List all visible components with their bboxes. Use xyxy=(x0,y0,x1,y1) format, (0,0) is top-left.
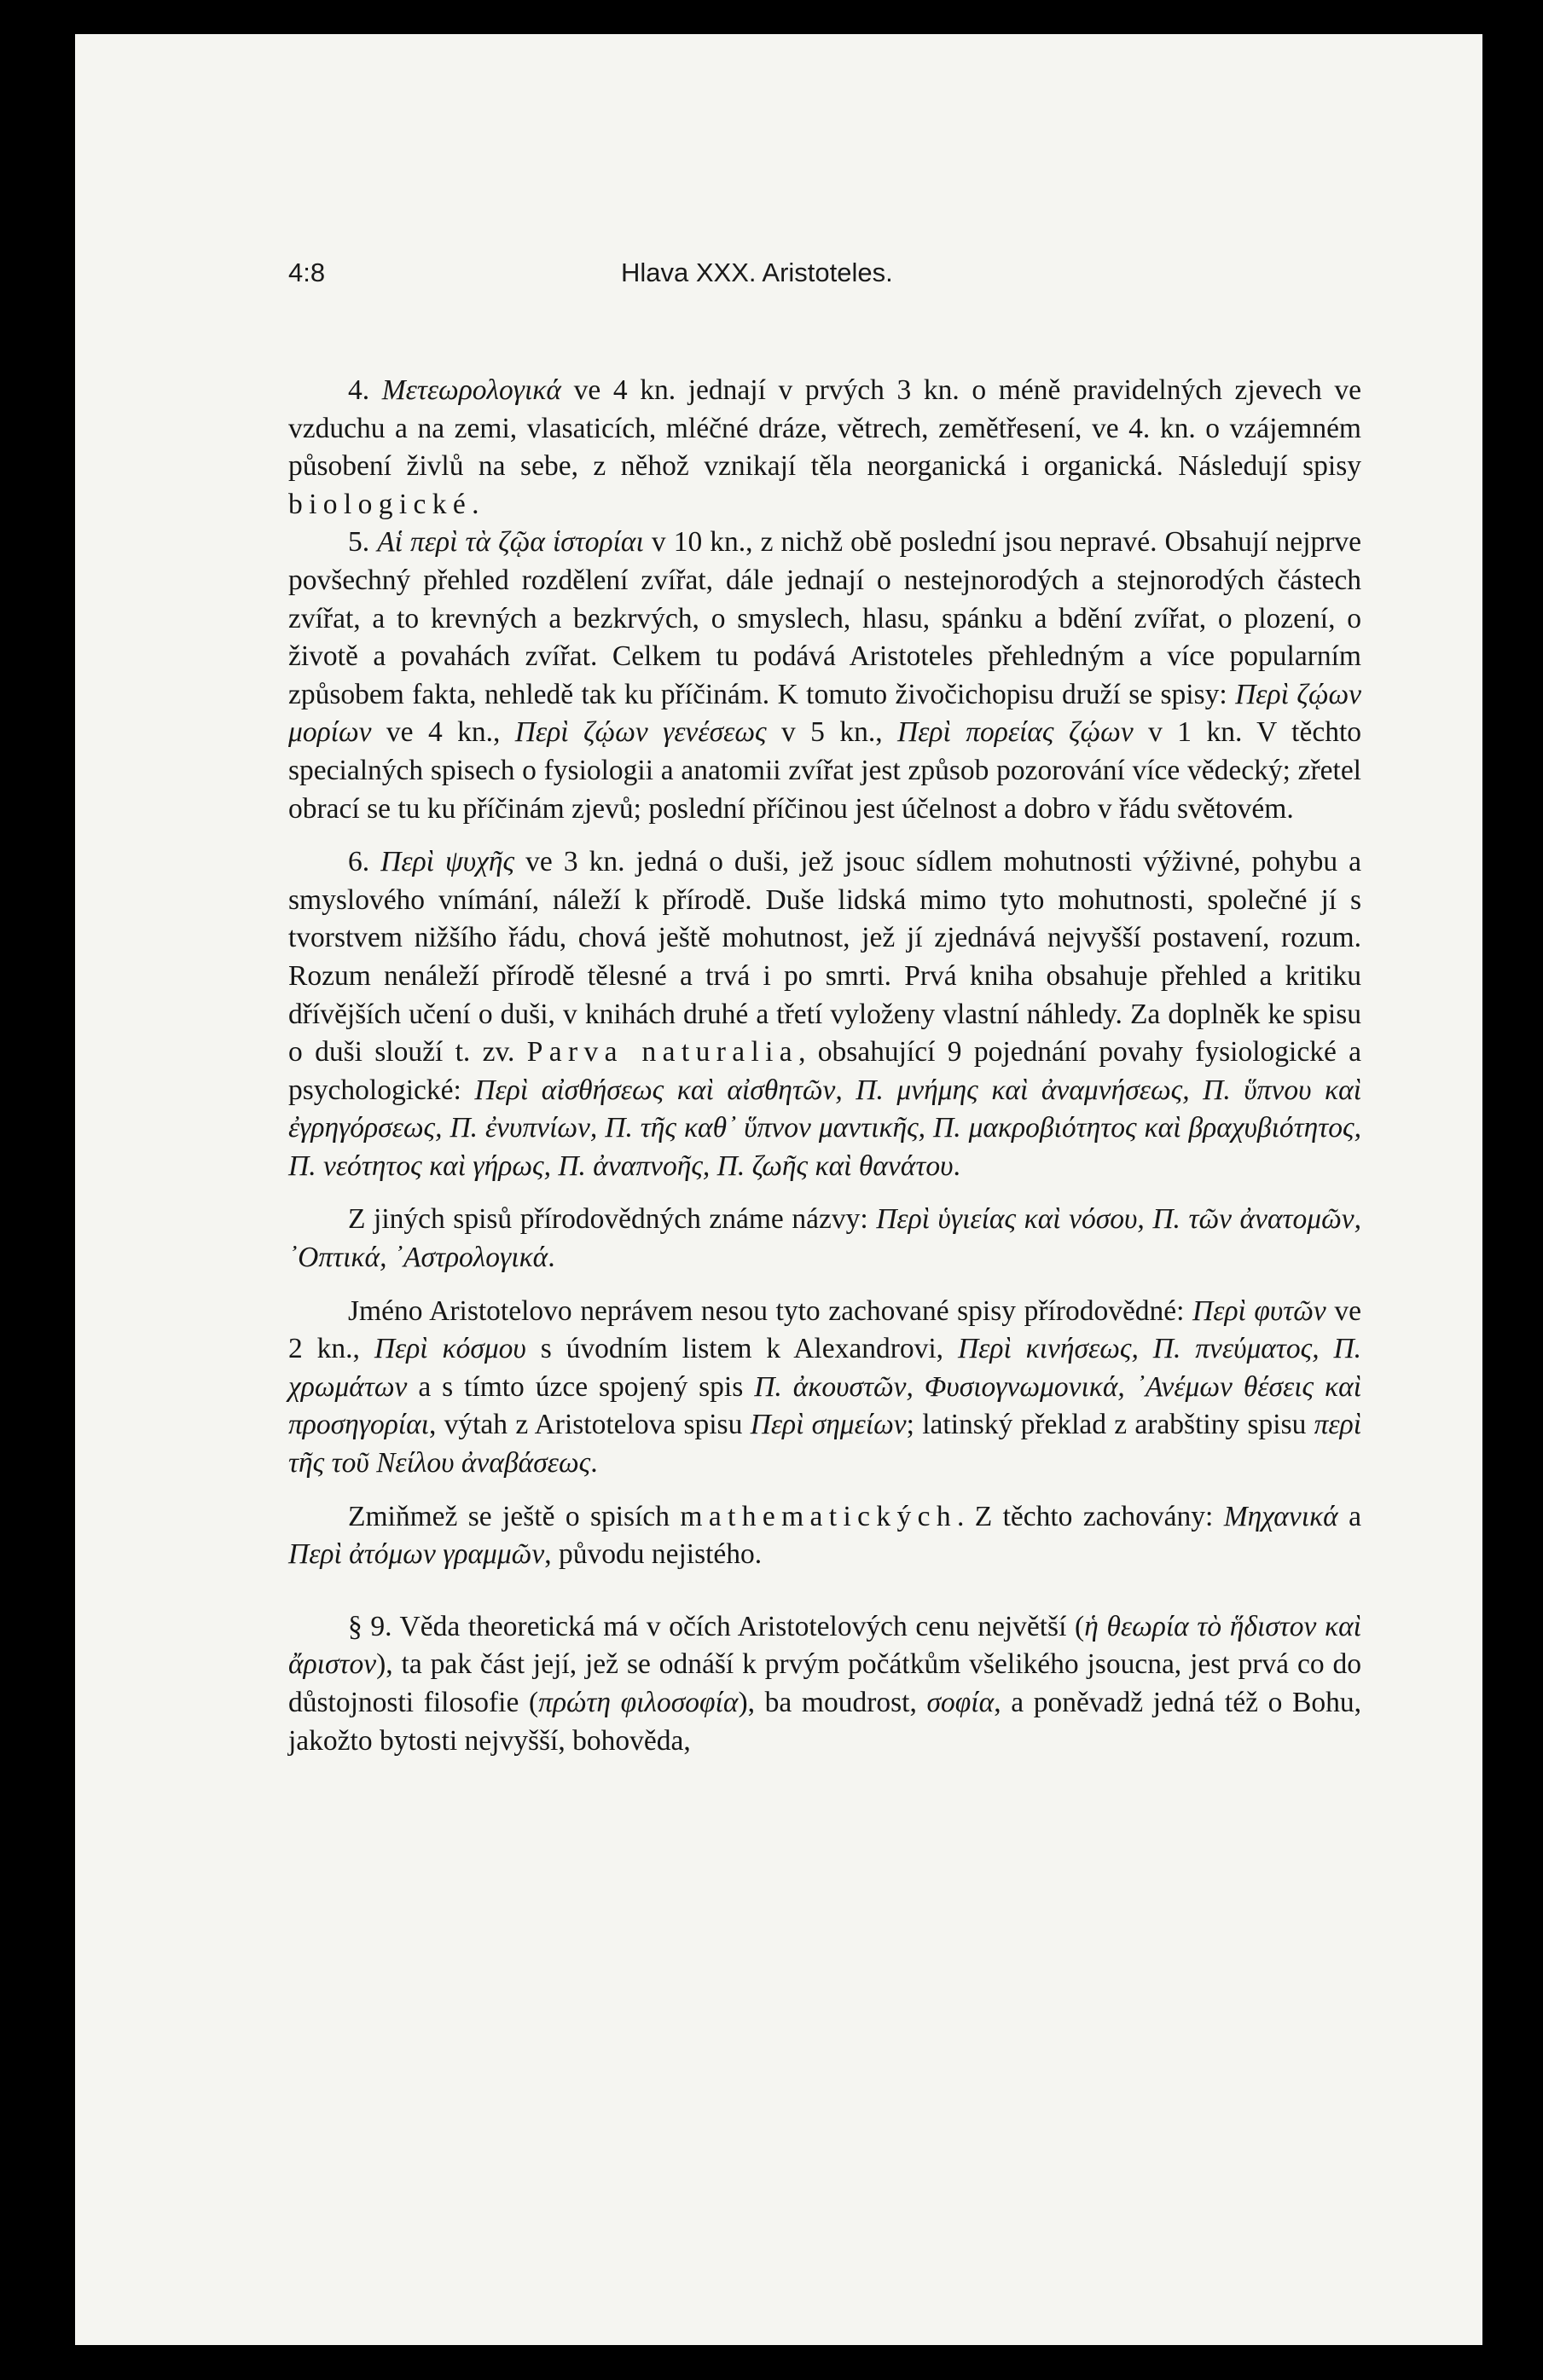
text-run: ), ta pak část její, jež se odnáší k prvým počátkům všelikého jsoucna, jest prvá co do důstojnosti filosofie ( xyxy=(288,1648,1361,1718)
greek-title: Περὶ ψυχῆς xyxy=(380,846,515,878)
greek-phrase: πρώτη φιλοσοφία xyxy=(538,1687,739,1718)
text-run: , a poněvadž jedná též o Bohu, jakožto bytosti nejvyšší, bohověda, xyxy=(288,1687,1361,1757)
text-run: , obsahující 9 pojednání povahy fysiologické a psychologické: xyxy=(288,1036,1361,1106)
text-run: ), ba moudrost, xyxy=(738,1687,927,1718)
text-run: § 9. Věda theoretická má v očích Aristotelových cenu největší ( xyxy=(348,1610,1085,1642)
paragraph-de-anima xyxy=(288,843,1361,1185)
text-run: . xyxy=(590,1447,598,1480)
text-block xyxy=(288,247,1361,1760)
paragraph-historia-animalium xyxy=(288,524,1361,828)
text-run: a s tímto úzce spojený spis xyxy=(407,1370,755,1403)
text-run: Zmiňmež se ještě o spisích xyxy=(348,1500,681,1532)
item-number: 4. xyxy=(348,374,370,406)
spaced-term: biologické xyxy=(288,488,473,520)
text-run: . xyxy=(548,1242,555,1274)
spaced-term: mathematických xyxy=(680,1500,957,1532)
greek-title: Αἱ περὶ τὰ ζῷα ἱστορίαι xyxy=(377,526,644,559)
text-run: ve 3 kn. jedná o duši, jež jsouc sídlem mohutnosti výživné, pohybu a smyslového vnímání, náleží k přírodě. Duše lidská mimo tyto mohutnosti, společné jí s tvorstvem nižšího řádu, chová ještě mohutnost, jež jí zjednává nejvyšší postavení, rozum. Rozum nenáleží přírodě tělesné a trvá i po smrti. Prvá kniha obsahuje přehled a kritiku dřívějších učení o duši, v knihách druhé a třetí vyloženy vlastní náhledy. Za doplněk ke spisu o duši slouží t. zv. xyxy=(288,846,1361,1068)
greek-title: Περὶ πορείας ζῴων xyxy=(897,716,1134,749)
greek-title: Περὶ κινήσεως, Π. πνεύματος, Π. χρωμάτων xyxy=(288,1333,1362,1403)
greek-title: Περὶ ζῴων μορίων xyxy=(288,678,1362,749)
item-number: 6. xyxy=(348,846,370,878)
greek-title: περὶ τῆς τοῦ Νείλου ἀναβάσεως xyxy=(288,1409,1361,1480)
greek-title: Περὶ κόσμου xyxy=(374,1333,526,1365)
spaced-term: Parva naturalia xyxy=(526,1036,799,1068)
text-run: ve 4 kn. jednají v prvých 3 kn. o méně pravidelných zjevech ve vzduchu a na zemi, vlasaticích, mléčné dráze, větrech, zemětřesení, ve 4. kn. o vzájemném působení živlů na sebe, z něhož vznikají těla neorganická i organická. Následují spisy xyxy=(288,374,1362,483)
section-9-paragraph xyxy=(288,1608,1361,1760)
paragraph-other-works xyxy=(288,1201,1361,1277)
text-run: a xyxy=(1337,1500,1361,1532)
greek-title: Περὶ ἀτόμων γραμμῶν xyxy=(288,1538,545,1571)
text-run: . xyxy=(953,1149,960,1182)
item-number: 5. xyxy=(348,526,370,559)
greek-title: Περὶ ὑγιείας καὶ νόσου, Π. τῶν ἀνατομῶν, ᾿Οπτικά, ᾿Αστρολογικά xyxy=(288,1203,1361,1274)
book-page xyxy=(75,34,1482,2345)
text-run: . Z těchto zachovány: xyxy=(956,1500,1224,1532)
greek-phrase: ἡ θεωρία τὸ ἥδιστον καὶ ἄριστον xyxy=(288,1610,1361,1681)
greek-title: Μετεωρολογικά xyxy=(381,374,561,406)
paragraph-meteorologika xyxy=(288,372,1361,524)
text-run: v 5 kn., xyxy=(766,716,898,749)
text-run: ; latinský překlad z arabštiny spisu xyxy=(906,1409,1314,1441)
text-run: ve 2 kn., xyxy=(288,1294,1361,1365)
page-header xyxy=(288,247,1361,298)
greek-phrase: σοφία xyxy=(926,1687,995,1718)
greek-title: Π. ἀκουστῶν, Φυσιογνωμονικά, ᾿Ανέμων θέσεις καὶ προσηγορίαι xyxy=(288,1370,1361,1441)
page-number: 4:8 xyxy=(288,258,326,287)
text-run: . xyxy=(472,488,479,520)
running-head: Hlava XXX. Aristoteles. xyxy=(621,258,893,287)
paragraph-mathematical-works xyxy=(288,1498,1361,1574)
text-run: v 10 kn., z nichž obě poslední jsou nepravé. Obsahují nejprve povšechný přehled rozdělení zvířat, dále jednají o nestejnorodých a stejnorodých částech zvířat, a to krevných a bezkrvých, o smyslech, hlasu, spánku a bdění zvířat, o plození, o životě a povahách zvířat. Celkem tu podává Aristoteles přehledným a více popularním způsobem fakta, nehledě tak ku příčinám. K tomuto živočichopisu druží se spisy: xyxy=(288,526,1362,710)
greek-title: Περὶ ζῴων γενέσεως xyxy=(514,716,767,749)
greek-title: Μηχανικά xyxy=(1223,1500,1338,1532)
text-run: Z jiných spisů přírodovědných známe názvy: xyxy=(348,1203,877,1236)
text-run: ve 4 kn., xyxy=(371,716,515,749)
text-run: s úvodním listem k Alexandrovi, xyxy=(525,1333,958,1365)
greek-title: Περὶ αἰσθήσεως καὶ αἰσθητῶν, Π. μνήμης καὶ ἀναμνήσεως, Π. ὕπνου καὶ ἐγρηγόρσεως, Π. ἐνυπνίων, Π. τῆς καθ᾽ ὕπνον μαντικῆς, Π. μακροβιότητος καὶ βραχυβιότητος, Π. νεότητος καὶ γήρως, Π. ἀναπνοῆς, Π. ζωῆς καὶ θανάτου xyxy=(288,1074,1361,1182)
text-run: , původu nejistého. xyxy=(544,1538,763,1571)
text-run: , výtah z Aristotelova spisu xyxy=(428,1409,751,1441)
text-run: Jméno Aristotelovo neprávem nesou tyto zachované spisy přírodovědné: xyxy=(348,1294,1193,1327)
text-run: v 1 kn. V těchto specialných spisech o fysiologii a anatomii zvířat jest způsob pozorování více vědecký; zřetel obrací se tu ku příčinám zjevů; poslední příčinou jest účelnost a dobro v řádu světovém. xyxy=(288,716,1362,825)
paragraph-spurious-works xyxy=(288,1293,1361,1483)
greek-title: Περὶ φυτῶν xyxy=(1192,1294,1326,1327)
greek-title: Περὶ σημείων xyxy=(750,1409,907,1441)
